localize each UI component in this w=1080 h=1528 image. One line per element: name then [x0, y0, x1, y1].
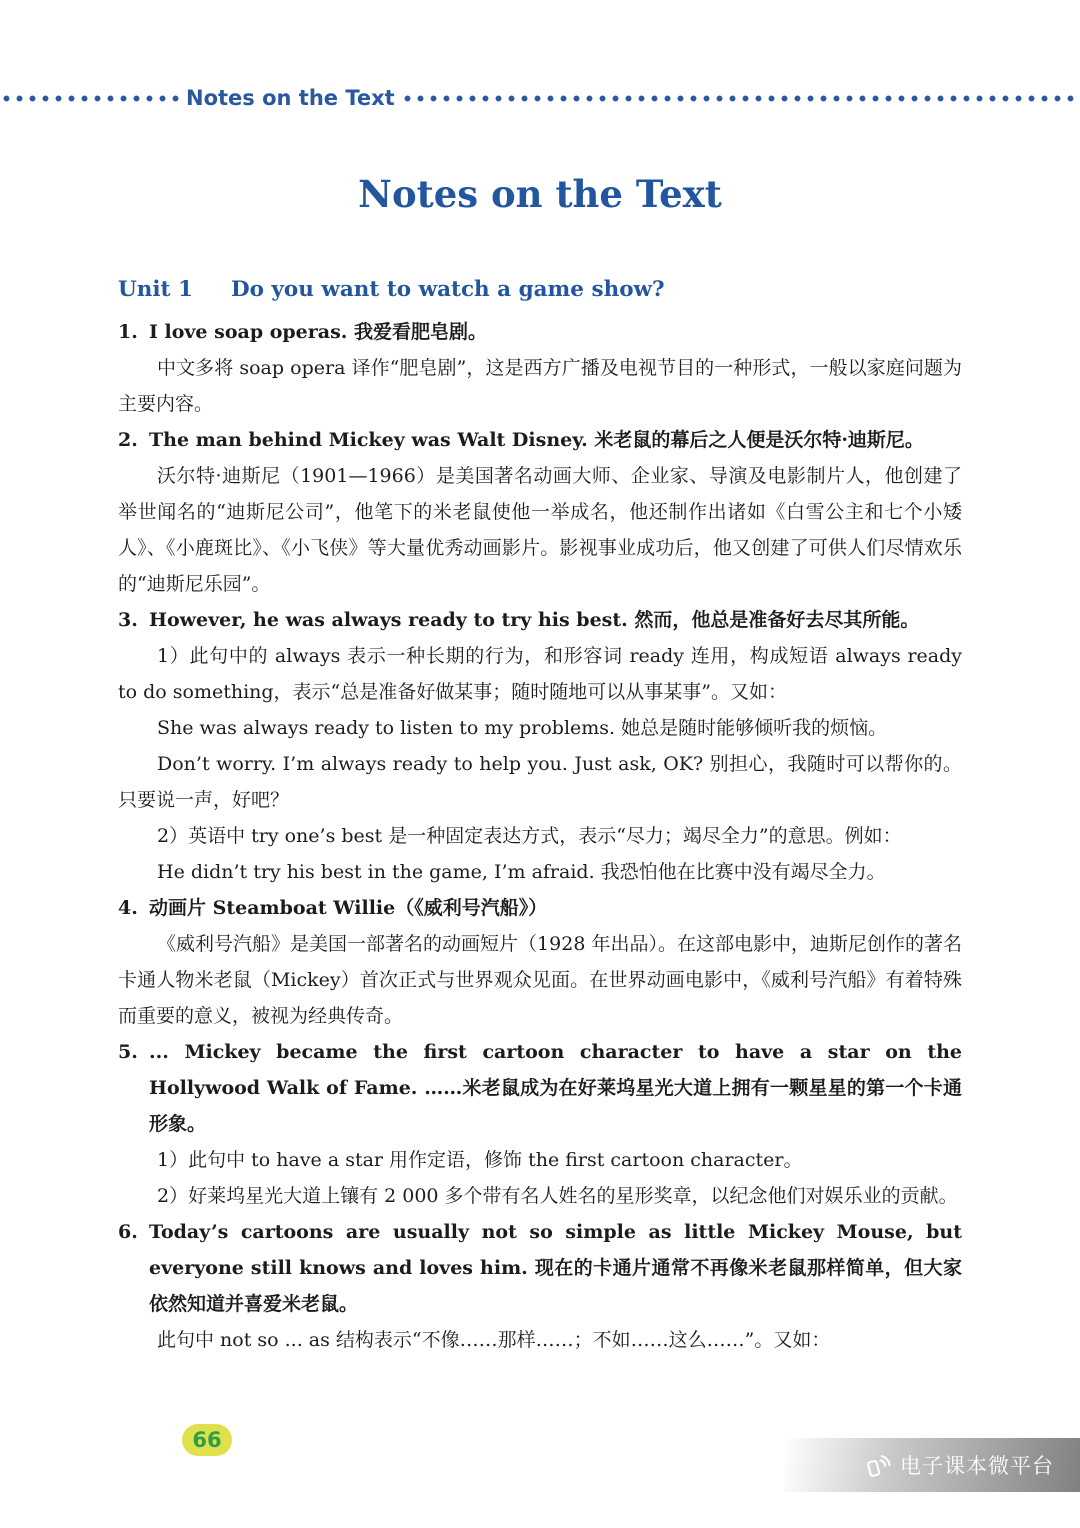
note-heading — [118, 314, 962, 350]
note-heading-text: 动画片 Steamboat Willie（《威利号汽船》） — [149, 897, 548, 920]
note-number: 6. — [118, 1221, 138, 1244]
note-paragraphs — [118, 458, 962, 602]
note-paragraphs — [118, 350, 962, 422]
note-item — [118, 1214, 962, 1358]
note-paragraph: 中文多将 soap opera 译作“肥皂剧”，这是西方广播及电视节目的一种形式，一般以家庭问题为主要内容。 — [118, 357, 962, 416]
note-paragraph: 1）此句中的 always 表示一种长期的行为，和形容词 ready 连用，构成短语 always ready to do something，表示“总是准备好做某事；随时随地可以从事某事”。又如： — [118, 645, 962, 704]
running-header — [0, 84, 1080, 112]
watermark-text: 电子课本微平台 — [900, 1454, 1054, 1478]
note-heading — [118, 602, 962, 638]
content-column — [0, 272, 1080, 1358]
note-number: 3. — [118, 609, 138, 632]
note-paragraphs — [118, 926, 962, 1034]
note-paragraph: 沃尔特·迪斯尼（1901—1966）是美国著名动画大师、企业家、导演及电影制片人，他创建了举世闻名的“迪斯尼公司”，他笔下的米老鼠使他一举成名，他还制作出诸如《白雪公主和七个小矮人》、《小鹿斑比》、《小飞侠》等大量优秀动画影片。影视事业成功后，他又创建了可供人们尽情欢乐的“迪斯尼乐园”。 — [118, 465, 962, 596]
note-number: 1. — [118, 321, 138, 344]
note-paragraph: She was always ready to listen to my problems. 她总是随时能够倾听我的烦恼。 — [157, 717, 888, 740]
note-heading — [118, 1034, 962, 1142]
unit-title: Do you want to watch a game show? — [230, 277, 665, 303]
note-heading — [118, 422, 962, 458]
watermark-logo-icon — [864, 1451, 892, 1479]
notes-list — [118, 314, 962, 1358]
note-paragraphs — [118, 1322, 962, 1358]
dotted-rule-right — [401, 94, 1080, 103]
dotted-rule-left — [0, 94, 180, 103]
note-item — [118, 890, 962, 1034]
note-heading-text: ... Mickey became the first cartoon character to have a star on the Hollywood Walk of Fame. ……米老鼠成为在好莱坞星光大道上拥有一颗星星的第一个卡通形象。 — [149, 1041, 962, 1136]
note-heading — [118, 890, 962, 926]
note-paragraphs — [118, 638, 962, 890]
note-paragraph: 2）英语中 try one’s best 是一种固定表达方式，表示“尽力；竭尽全力”的意思。例如： — [157, 825, 902, 848]
page-number-badge: 66 — [182, 1424, 232, 1456]
note-number: 2. — [118, 429, 138, 452]
note-paragraph: He didn’t try his best in the game, I’m afraid. 我恐怕他在比赛中没有竭尽全力。 — [157, 861, 886, 884]
note-paragraph: 《威利号汽船》是美国一部著名的动画短片（1928 年出品）。在这部电影中，迪斯尼创作的著名卡通人物米老鼠（Mickey）首次正式与世界观众见面。在世界动画电影中，《威利号汽船》有着特殊而重要的意义，被视为经典传奇。 — [118, 933, 962, 1028]
note-item — [118, 422, 962, 602]
note-paragraph: 1）此句中 to have a star 用作定语，修饰 the first cartoon character。 — [157, 1149, 803, 1172]
note-paragraph: Don’t worry. I’m always ready to help you. Just ask, OK? 别担心，我随时可以帮你的。只要说一声，好吧？ — [118, 753, 962, 812]
note-heading-text: The man behind Mickey was Walt Disney. 米老鼠的幕后之人便是沃尔特·迪斯尼。 — [149, 429, 924, 452]
running-header-label: Notes on the Text — [186, 86, 395, 110]
unit-heading — [118, 272, 962, 308]
note-item — [118, 1034, 962, 1214]
unit-label: Unit 1 — [118, 277, 193, 303]
note-number: 4. — [118, 897, 138, 920]
note-paragraph: 2）好莱坞星光大道上镶有 2 000 多个带有名人姓名的星形奖章，以纪念他们对娱乐业的贡献。 — [157, 1185, 958, 1208]
note-number: 5. — [118, 1041, 138, 1064]
note-paragraph: 此句中 not so ... as 结构表示“不像……那样……；不如……这么……”。又如： — [157, 1329, 831, 1352]
note-heading-text: Today’s cartoons are usually not so simple as little Mickey Mouse, but everyone still knows and loves him. 现在的卡通片通常不再像米老鼠那样简单，但大家依然知道并喜爱米老鼠。 — [149, 1221, 962, 1316]
note-heading-text: I love soap operas. 我爱看肥皂剧。 — [149, 321, 488, 344]
watermark — [784, 1438, 1080, 1492]
note-paragraphs — [118, 1142, 962, 1214]
note-item — [118, 602, 962, 890]
note-item — [118, 314, 962, 422]
note-heading-text: However, he was always ready to try his best. 然而，他总是准备好去尽其所能。 — [149, 609, 920, 632]
page-title: Notes on the Text — [358, 172, 722, 216]
note-heading — [118, 1214, 962, 1322]
